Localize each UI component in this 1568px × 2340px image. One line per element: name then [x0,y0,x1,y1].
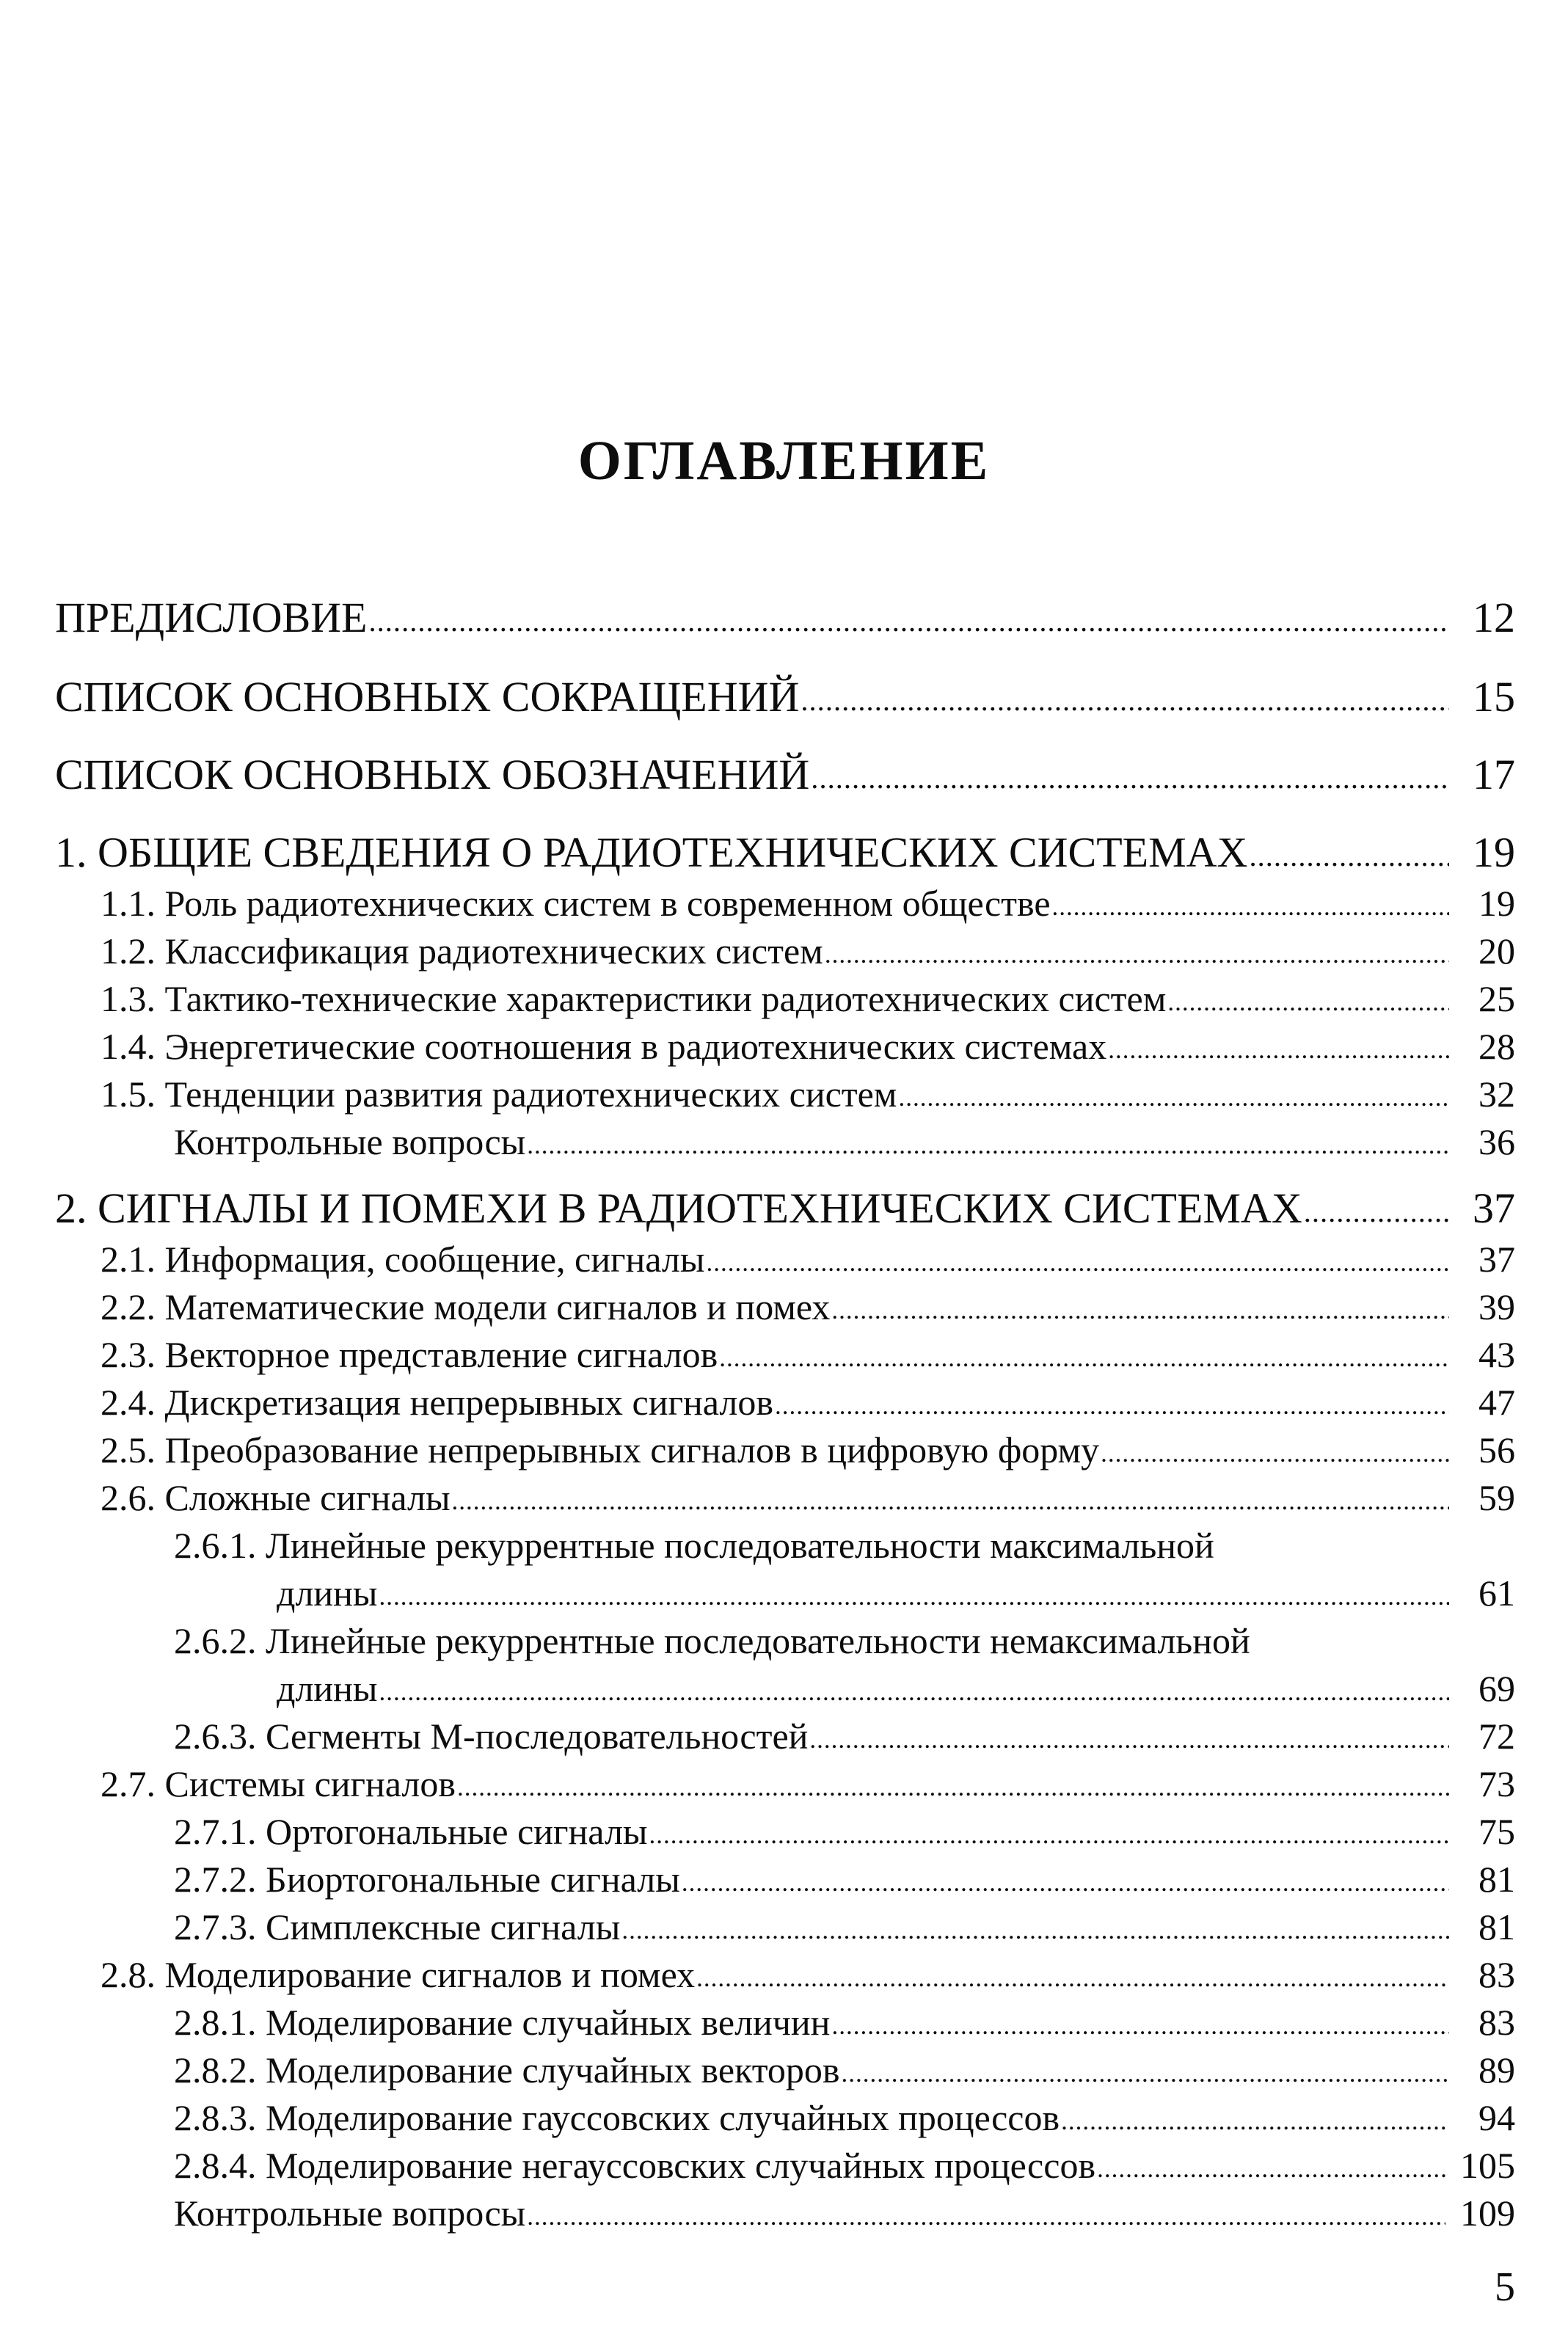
dot-leader [1101,1439,1449,1468]
toc-entry-text: Моделирование случайных векторов [266,2049,840,2091]
dot-leader [719,1344,1449,1373]
toc-entry-number: 2.1. [101,1239,165,1280]
toc-entry-text: Контрольные вопросы [174,2193,526,2234]
toc-entry-text: Моделирование случайных величин [266,2002,831,2043]
dot-leader [831,1296,1449,1325]
toc-entry-page: 109 [1460,2193,1515,2234]
dot-leader [1061,2107,1449,2136]
toc-entry-chapter-1[interactable] [55,828,1515,877]
toc-entry-page: 15 [1473,673,1515,721]
toc-entry-1-2[interactable] [101,930,1515,972]
toc-entry-page: 56 [1478,1429,1515,1470]
toc-entry-text: СПИСОК ОСНОВНЫХ СОКРАЩЕНИЙ [55,673,800,721]
toc-entry-number: 2.8. [101,1954,165,1995]
toc-entry-2-2[interactable] [101,1286,1515,1328]
toc-entry-2-4[interactable] [101,1381,1515,1424]
toc-entry-number: 2.7.2. [174,1859,266,1900]
toc-entry-text: Дискретизация непрерывных сигналов [164,1382,773,1423]
toc-entry-number: 2.6.2. [174,1620,266,1661]
toc-entry-number: 2.6.1. [174,1525,266,1566]
dot-leader [706,1248,1449,1277]
toc-entry-number: 1.1. [101,883,165,924]
toc-entry-number: 2.3. [101,1334,165,1375]
dot-leader [825,940,1449,969]
toc-entry-questions-1[interactable] [174,1120,1515,1163]
dot-leader [801,683,1449,718]
dot-leader [1108,1035,1449,1065]
toc-entry-number: 2.6.3. [174,1716,266,1757]
toc-entry-2-7[interactable] [101,1763,1515,1805]
toc-entry-1-4[interactable] [101,1025,1515,1068]
dot-leader [368,604,1449,638]
toc-entry-page: 20 [1478,930,1515,972]
toc-entry-2-6-3[interactable] [174,1715,1515,1757]
toc-entry-page: 28 [1478,1026,1515,1067]
toc-entry-text: Линейные рекуррентные последовательности максимальной [266,1525,1214,1566]
dot-leader [1249,839,1449,873]
toc-entry-page: 43 [1478,1334,1515,1375]
toc-entry-2-5[interactable] [101,1429,1515,1471]
toc-entry-page: 69 [1478,1668,1515,1709]
toc-entry-2-6-2-first-line[interactable] [174,1619,1250,1662]
toc-entry-text: Моделирование гауссовских случайных процессов [266,2097,1060,2138]
toc-entry-page: 73 [1478,1763,1515,1804]
toc-entry-number: 1.4. [101,1026,165,1067]
toc-entry-text: Векторное представление сигналов [164,1334,718,1375]
toc-entry-text: Сегменты М-последовательностей [266,1716,809,1757]
dot-leader [457,1773,1449,1802]
toc-entry-page: 59 [1478,1477,1515,1518]
dot-leader [379,1677,1450,1707]
toc-entry-number: 1. [55,828,98,876]
toc-entry-abbreviations[interactable] [55,672,1515,721]
toc-entry-number: 2.6. [101,1477,165,1518]
toc-entry-text: Энергетические соотношения в радиотехнических системах [164,1026,1107,1067]
toc-entry-page: 94 [1478,2097,1515,2138]
toc-entry-text-continuation: длины [277,1572,378,1614]
toc-entry-number: 2.7.1. [174,1811,266,1852]
toc-entry-number: 2. [55,1184,98,1232]
toc-entry-text: Сложные сигналы [164,1477,451,1518]
toc-entry-text: Моделирование сигналов и помех [164,1954,696,1995]
toc-entry-page: 12 [1473,594,1515,641]
toc-entry-1-3[interactable] [101,977,1515,1020]
toc-entry-number: 2.8.2. [174,2049,266,2091]
toc-entry-number: 2.2. [101,1286,165,1327]
toc-entry-text: Системы сигналов [164,1763,456,1804]
toc-entry-number: 2.7. [101,1763,165,1804]
toc-entry-2-6-1-first-line[interactable] [174,1524,1214,1567]
page-number: 5 [1495,2264,1515,2310]
toc-entry-questions-2[interactable] [174,2192,1515,2234]
toc-entry-text: Моделирование негауссовских случайных процессов [266,2145,1096,2186]
dot-leader [842,2059,1450,2088]
toc-entry-number: 2.8.1. [174,2002,266,2043]
dot-leader [649,1820,1449,1850]
toc-entry-number: 2.5. [101,1429,165,1470]
dot-leader [811,761,1449,795]
toc-entry-number: 1.3. [101,978,165,1019]
toc-entry-number: 1.5. [101,1074,165,1115]
toc-entry-text-continuation: длины [277,1668,378,1709]
toc-entry-page: 81 [1478,1859,1515,1900]
toc-entry-2-7-3[interactable] [174,1906,1515,1948]
toc-entry-text: Преобразование непрерывных сигналов в цифровую форму [164,1429,1100,1470]
dot-leader [898,1083,1449,1112]
dot-leader [527,1131,1449,1160]
toc-entry-2-8-2[interactable] [174,2049,1515,2091]
toc-entry-number: 2.8.3. [174,2097,266,2138]
toc-entry-chapter-2[interactable] [55,1184,1515,1233]
toc-entry-page: 37 [1473,1184,1515,1232]
dot-leader [1167,988,1449,1017]
toc-entry-page: 39 [1478,1286,1515,1327]
toc-entry-2-6[interactable] [101,1476,1515,1519]
toc-entry-2-1[interactable] [101,1238,1515,1280]
toc-entry-2-6-2[interactable] [277,1667,1515,1710]
dot-leader [1304,1195,1449,1229]
dot-leader [379,1582,1450,1611]
toc-entry-page: 25 [1478,978,1515,1019]
toc-entry-2-8[interactable] [101,1953,1515,1996]
dot-leader [452,1487,1449,1516]
toc-entry-page: 81 [1478,1906,1515,1947]
toc-entry-text: Классификация радиотехнических систем [164,930,823,972]
toc-entry-text: СПИСОК ОСНОВНЫХ ОБОЗНАЧЕНИЙ [55,751,810,798]
toc-entry-text: Биортогональные сигналы [266,1859,680,1900]
toc-entry-number: 2.8.4. [174,2145,266,2186]
toc-entry-2-8-1[interactable] [174,2001,1515,2044]
toc-entry-text: Математические модели сигналов и помех [164,1286,831,1327]
dot-leader [1052,892,1449,922]
toc-entry-number: 2.7.3. [174,1906,266,1947]
toc-entry-page: 83 [1478,2002,1515,2043]
toc-entry-1-5[interactable] [101,1073,1515,1115]
toc-entry-page: 83 [1478,1954,1515,1995]
dot-leader [621,1916,1449,1945]
toc-entry-2-6-1[interactable] [277,1572,1515,1614]
dot-leader [809,1725,1449,1754]
toc-entry-text: Тактико-технические характеристики радиотехнических систем [164,978,1167,1019]
toc-entry-page: 37 [1478,1239,1515,1280]
toc-entry-page: 36 [1478,1121,1515,1162]
toc-entry-page: 61 [1478,1572,1515,1614]
toc-entry-text: Симплексные сигналы [266,1906,621,1947]
toc-entry-page: 105 [1460,2145,1515,2186]
toc-entry-page: 32 [1478,1074,1515,1115]
toc-entry-text: Тенденции развития радиотехнических систем [164,1074,897,1115]
dot-leader [1097,2154,1445,2184]
toc-entry-2-7-2[interactable] [174,1858,1515,1900]
toc-entry-number: 2.4. [101,1382,165,1423]
toc-entry-page: 72 [1478,1716,1515,1757]
toc-entry-preface[interactable] [55,593,1515,642]
toc-entry-page: 19 [1478,883,1515,924]
toc-entry-2-8-3[interactable] [174,2096,1515,2139]
toc-entry-text: Роль радиотехнических систем в современном обществе [164,883,1051,924]
dot-leader [682,1868,1449,1898]
toc-entry-text: Линейные рекуррентные последовательности немаксимальной [266,1620,1250,1661]
toc-entry-1-1[interactable] [101,882,1515,925]
toc-entry-page: 75 [1478,1811,1515,1852]
toc-entry-text: ОБЩИЕ СВЕДЕНИЯ О РАДИОТЕХНИЧЕСКИХ СИСТЕМАХ [98,828,1248,876]
toc-entry-text: ПРЕДИСЛОВИЕ [55,594,368,641]
toc-entry-page: 19 [1473,828,1515,876]
toc-entry-page: 47 [1478,1382,1515,1423]
toc-entry-text: Ортогональные сигналы [266,1811,648,1852]
toc-entry-notation[interactable] [55,750,1515,799]
toc-entry-2-8-4[interactable] [174,2144,1515,2187]
toc-entry-text: Информация, сообщение, сигналы [164,1239,705,1280]
toc-entry-text: СИГНАЛЫ И ПОМЕХИ В РАДИОТЕХНИЧЕСКИХ СИСТЕМАХ [98,1184,1302,1232]
dot-leader [696,1964,1449,1993]
toc-title: ОГЛАВЛЕНИЕ [577,430,991,492]
dot-leader [831,2011,1449,2041]
toc-entry-page: 17 [1473,751,1515,798]
toc-entry-page: 89 [1478,2049,1515,2091]
dot-leader [527,2202,1445,2231]
toc-entry-2-7-1[interactable] [174,1810,1515,1853]
toc-entry-text: Контрольные вопросы [174,1121,526,1162]
toc-entry-number: 1.2. [101,930,165,972]
dot-leader [775,1391,1449,1421]
toc-entry-2-3[interactable] [101,1333,1515,1376]
